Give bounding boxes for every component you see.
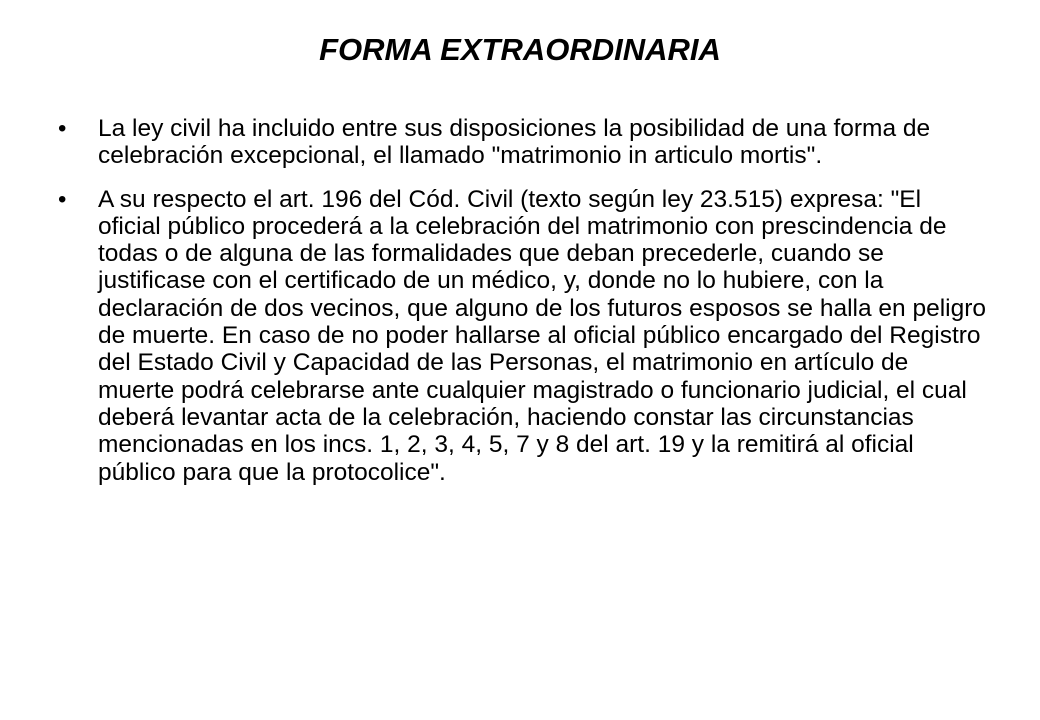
bullet-item (58, 115, 988, 170)
bullet-marker: • (58, 115, 67, 142)
bullet-marker: • (58, 185, 67, 213)
bullet-item (58, 186, 988, 486)
bullet-text: La ley civil ha incluido entre sus disposiciones la posibilidad de una forma de celebración excepcional, el llamado "matrimonio in articulo mortis". (98, 115, 931, 170)
slide-title: FORMA EXTRAORDINARIA (319, 32, 721, 67)
bullet-text: A su respecto el art. 196 del Cód. Civil (texto según ley 23.515) expresa: "El oficial público procederá a la celebración del matrimonio con prescindencia de todas o de alguna de las formalidades que deban precederle, cuando se justificase con el certificado de un médico, y, donde no lo hubiere, con la declaración de dos vecinos, que alguno de los futuros esposos se halla en peligro de muerte. En caso de no poder hallarse al oficial público encargado del Registro del Estado Civil y Capacidad de las Personas, el matrimonio en artículo de muerte podrá celebrarse ante cualquier magistrado o funcionario judicial, el cual deberá levantar acta de la celebración, haciendo constar las circunstancias mencionadas en los incs. 1, 2, 3, 4, 5, 7 y 8 del art. 19 y la remitirá al oficial público para que la protocolice". (98, 185, 987, 486)
bullet-list (58, 115, 988, 502)
